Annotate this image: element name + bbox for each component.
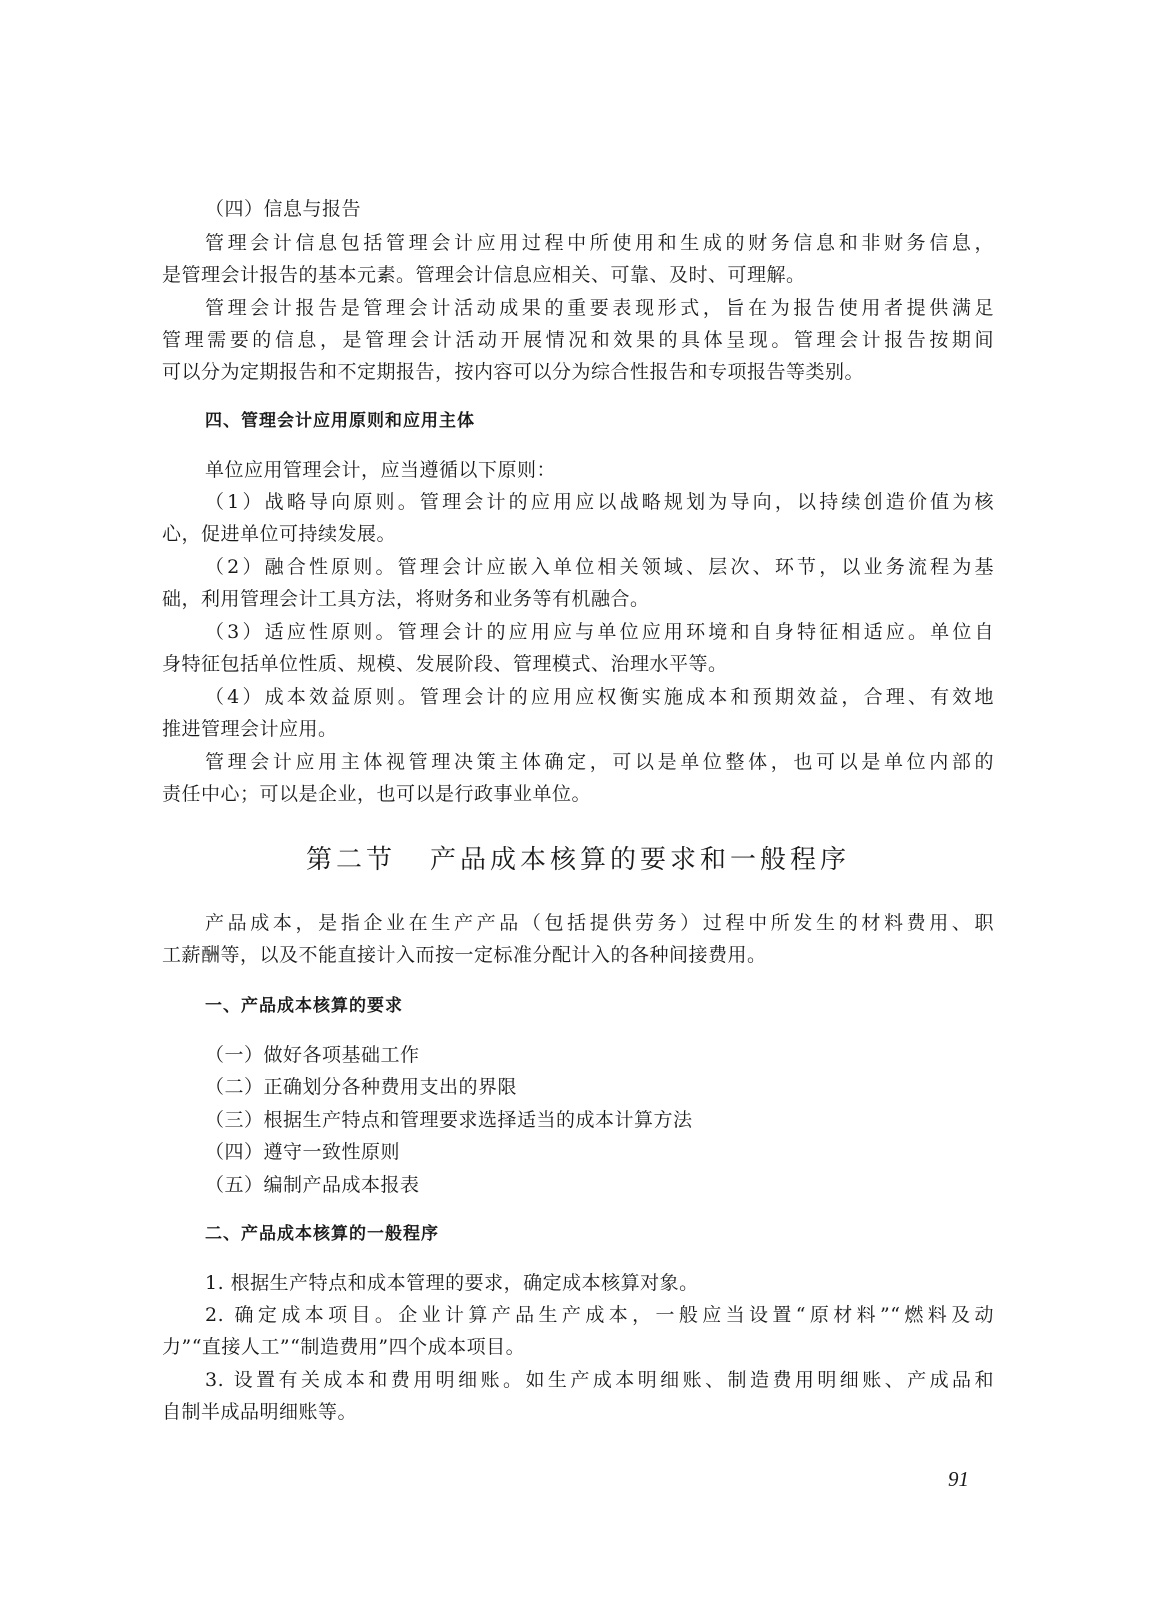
principle-line: 身特征包括单位性质、规模、发展阶段、管理模式、治理水平等。 bbox=[162, 653, 728, 675]
section-number: 第二节 bbox=[305, 845, 396, 875]
list-item: （四）遵守一致性原则 bbox=[205, 1141, 401, 1163]
step-line: 2. 确定成本项目。企业计算产品生产成本，一般应当设置“原材料”“燃料及动 bbox=[205, 1304, 994, 1326]
principle-line: （3）适应性原则。管理会计的应用应与单位应用环境和自身特征相适应。单位自 bbox=[205, 621, 994, 643]
principle-line: （4）成本效益原则。管理会计的应用应权衡实施成本和预期效益，合理、有效地 bbox=[205, 686, 994, 708]
principle-line: 础，利用管理会计工具方法，将财务和业务等有机融合。 bbox=[162, 588, 650, 610]
principle-line: 推进管理会计应用。 bbox=[162, 718, 338, 740]
step-line: 1. 根据生产特点和成本管理的要求，确定成本核算对象。 bbox=[205, 1272, 699, 1294]
paragraph-line: 责任中心；可以是企业，也可以是行政事业单位。 bbox=[162, 783, 592, 805]
list-item: （三）根据生产特点和管理要求选择适当的成本计算方法 bbox=[205, 1109, 693, 1131]
chapter-title bbox=[0, 843, 1156, 877]
paragraph-line: 单位应用管理会计，应当遵循以下原则： bbox=[205, 459, 557, 481]
section-heading: 二、产品成本核算的一般程序 bbox=[205, 1224, 439, 1244]
paragraph-line: 管理需要的信息，是管理会计活动开展情况和效果的具体呈现。管理会计报告按期间 bbox=[162, 329, 994, 351]
page-number: 91 bbox=[948, 1467, 969, 1491]
paragraph-line: 产品成本，是指企业在生产产品（包括提供劳务）过程中所发生的材料费用、职 bbox=[205, 912, 994, 934]
paragraph-line: 是管理会计报告的基本元素。管理会计信息应相关、可靠、及时、可理解。 bbox=[162, 264, 806, 286]
principle-line: （2）融合性原则。管理会计应嵌入单位相关领域、层次、环节，以业务流程为基 bbox=[205, 556, 994, 578]
paragraph-line: 管理会计报告是管理会计活动成果的重要表现形式，旨在为报告使用者提供满足 bbox=[205, 297, 994, 319]
subheading-info-report: （四）信息与报告 bbox=[205, 198, 362, 220]
list-item: （二）正确划分各种费用支出的界限 bbox=[205, 1076, 518, 1098]
step-line: 自制半成品明细账等。 bbox=[162, 1401, 358, 1423]
principle-line: 心，促进单位可持续发展。 bbox=[162, 523, 397, 545]
step-line: 力”“直接人工”“制造费用”四个成本项目。 bbox=[162, 1336, 526, 1358]
list-item: （一）做好各项基础工作 bbox=[205, 1044, 420, 1066]
section-heading: 四、管理会计应用原则和应用主体 bbox=[205, 411, 475, 431]
paragraph-line: 可以分为定期报告和不定期报告，按内容可以分为综合性报告和专项报告等类别。 bbox=[162, 361, 865, 383]
list-item: （五）编制产品成本报表 bbox=[205, 1174, 420, 1196]
paragraph-line: 管理会计信息包括管理会计应用过程中所使用和生成的财务信息和非财务信息， bbox=[205, 232, 994, 254]
principle-line: （1）战略导向原则。管理会计的应用应以战略规划为导向，以持续创造价值为核 bbox=[205, 491, 994, 513]
section-title: 产品成本核算的要求和一般程序 bbox=[430, 845, 851, 875]
paragraph-line: 管理会计应用主体视管理决策主体确定，可以是单位整体，也可以是单位内部的 bbox=[205, 751, 994, 773]
step-line: 3. 设置有关成本和费用明细账。如生产成本明细账、制造费用明细账、产成品和 bbox=[205, 1369, 994, 1391]
section-heading: 一、产品成本核算的要求 bbox=[205, 996, 403, 1016]
paragraph-line: 工薪酬等，以及不能直接计入而按一定标准分配计入的各种间接费用。 bbox=[162, 944, 767, 966]
